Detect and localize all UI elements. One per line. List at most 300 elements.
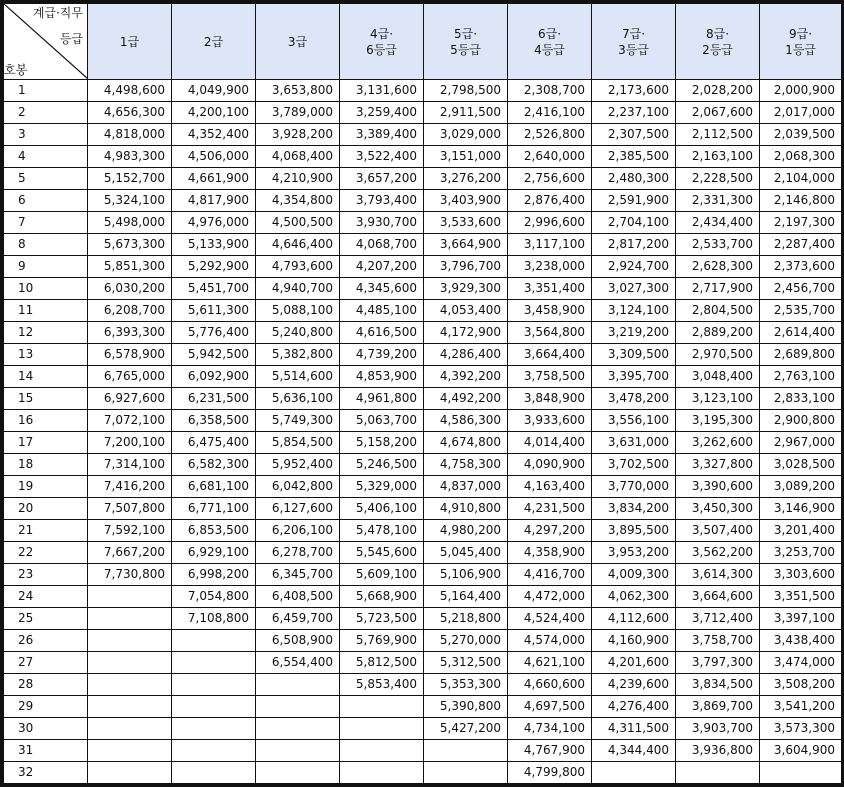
table-row	[4, 454, 842, 476]
salary-cell: 5,478,100	[340, 520, 424, 542]
salary-cell: 2,628,300	[676, 256, 760, 278]
salary-cell: 3,478,200	[592, 388, 676, 410]
step-cell: 3	[4, 124, 88, 146]
table-row	[4, 80, 842, 102]
salary-cell	[172, 762, 256, 784]
step-cell: 22	[4, 542, 88, 564]
table-row	[4, 234, 842, 256]
salary-cell: 5,854,500	[256, 432, 340, 454]
salary-cell: 2,614,400	[760, 322, 842, 344]
salary-cell: 2,173,600	[592, 80, 676, 102]
salary-cell: 3,664,600	[676, 586, 760, 608]
salary-cell: 3,604,900	[760, 740, 842, 762]
salary-cell: 3,131,600	[340, 80, 424, 102]
salary-cell: 6,582,300	[172, 454, 256, 476]
salary-cell: 4,621,100	[508, 652, 592, 674]
corner-label-rank: 등급	[59, 32, 83, 46]
table-row	[4, 630, 842, 652]
salary-cell	[88, 762, 172, 784]
column-header-line2: 6등급	[366, 42, 397, 57]
salary-cell	[256, 718, 340, 740]
column-header-1	[88, 4, 172, 80]
corner-label-grade-job: 계급·직무	[32, 6, 83, 20]
step-cell: 31	[4, 740, 88, 762]
column-header-line1: 3급	[287, 34, 308, 49]
salary-cell: 2,416,100	[508, 102, 592, 124]
salary-cell: 2,817,200	[592, 234, 676, 256]
salary-cell: 2,833,100	[760, 388, 842, 410]
step-cell: 1	[4, 80, 88, 102]
salary-cell	[88, 740, 172, 762]
salary-cell: 4,616,500	[340, 322, 424, 344]
column-header-line1: 7급·	[621, 26, 646, 41]
salary-cell: 4,767,900	[508, 740, 592, 762]
salary-cell: 4,853,900	[340, 366, 424, 388]
salary-cell: 3,508,200	[760, 674, 842, 696]
salary-cell: 4,506,000	[172, 146, 256, 168]
salary-cell: 2,924,700	[592, 256, 676, 278]
corner-header-cell	[4, 4, 88, 80]
salary-cell: 4,799,800	[508, 762, 592, 784]
salary-table	[3, 3, 842, 784]
table-row	[4, 498, 842, 520]
table-row	[4, 542, 842, 564]
salary-cell: 5,218,800	[424, 608, 508, 630]
salary-cell	[256, 740, 340, 762]
salary-cell: 4,354,800	[256, 190, 340, 212]
salary-cell	[88, 630, 172, 652]
column-header-line2: 1등급	[785, 42, 816, 57]
salary-cell	[172, 718, 256, 740]
table-row	[4, 212, 842, 234]
table-row	[4, 674, 842, 696]
step-cell: 5	[4, 168, 88, 190]
salary-cell: 2,456,700	[760, 278, 842, 300]
salary-cell: 5,812,500	[340, 652, 424, 674]
salary-cell: 3,712,400	[676, 608, 760, 630]
salary-cell: 5,312,500	[424, 652, 508, 674]
salary-cell: 6,127,600	[256, 498, 340, 520]
salary-cell: 4,286,400	[424, 344, 508, 366]
salary-cell: 5,246,500	[340, 454, 424, 476]
salary-cell: 4,009,300	[592, 564, 676, 586]
salary-cell: 2,112,500	[676, 124, 760, 146]
salary-cell: 2,970,500	[676, 344, 760, 366]
salary-cell: 3,653,800	[256, 80, 340, 102]
salary-cell: 6,030,200	[88, 278, 172, 300]
salary-cell: 4,646,400	[256, 234, 340, 256]
salary-cell: 5,952,400	[256, 454, 340, 476]
salary-cell: 2,039,500	[760, 124, 842, 146]
salary-cell: 3,929,300	[424, 278, 508, 300]
salary-cell: 4,983,300	[88, 146, 172, 168]
salary-cell: 2,889,200	[676, 322, 760, 344]
salary-cell: 3,390,600	[676, 476, 760, 498]
salary-cell: 3,564,800	[508, 322, 592, 344]
salary-cell: 3,933,600	[508, 410, 592, 432]
table-row	[4, 432, 842, 454]
salary-cell: 5,427,200	[424, 718, 508, 740]
salary-cell: 6,278,700	[256, 542, 340, 564]
salary-cell: 2,017,000	[760, 102, 842, 124]
salary-cell: 2,798,500	[424, 80, 508, 102]
salary-cell: 2,480,300	[592, 168, 676, 190]
step-cell: 7	[4, 212, 88, 234]
salary-cell: 4,697,500	[508, 696, 592, 718]
table-row	[4, 740, 842, 762]
salary-cell: 3,327,800	[676, 454, 760, 476]
table-row	[4, 718, 842, 740]
salary-cell: 5,133,900	[172, 234, 256, 256]
salary-cell: 4,980,200	[424, 520, 508, 542]
step-cell: 11	[4, 300, 88, 322]
step-cell: 19	[4, 476, 88, 498]
salary-cell: 3,219,200	[592, 322, 676, 344]
salary-cell: 6,408,500	[256, 586, 340, 608]
salary-cell: 5,451,700	[172, 278, 256, 300]
salary-cell: 3,124,100	[592, 300, 676, 322]
salary-cell: 3,146,900	[760, 498, 842, 520]
salary-cell: 3,631,000	[592, 432, 676, 454]
salary-cell: 3,903,700	[676, 718, 760, 740]
salary-cell	[172, 740, 256, 762]
salary-cell	[88, 696, 172, 718]
salary-cell: 4,500,500	[256, 212, 340, 234]
salary-cell: 6,358,500	[172, 410, 256, 432]
salary-cell	[172, 674, 256, 696]
salary-cell: 5,158,200	[340, 432, 424, 454]
salary-cell: 3,089,200	[760, 476, 842, 498]
salary-cell: 3,403,900	[424, 190, 508, 212]
salary-cell: 3,869,700	[676, 696, 760, 718]
salary-cell: 5,353,300	[424, 674, 508, 696]
table-row	[4, 256, 842, 278]
table-row	[4, 146, 842, 168]
salary-cell	[172, 630, 256, 652]
salary-cell: 2,756,600	[508, 168, 592, 190]
table-row	[4, 300, 842, 322]
salary-cell: 5,749,300	[256, 410, 340, 432]
salary-cell: 7,108,800	[172, 608, 256, 630]
salary-cell: 4,734,100	[508, 718, 592, 740]
salary-cell: 4,049,900	[172, 80, 256, 102]
salary-cell: 3,953,200	[592, 542, 676, 564]
salary-cell: 2,307,500	[592, 124, 676, 146]
column-header-line1: 5급·	[453, 26, 478, 41]
step-cell: 32	[4, 762, 88, 784]
salary-cell: 3,848,900	[508, 388, 592, 410]
salary-cell: 2,068,300	[760, 146, 842, 168]
salary-cell: 4,276,400	[592, 696, 676, 718]
salary-cell: 4,352,400	[172, 124, 256, 146]
salary-cell: 4,498,600	[88, 80, 172, 102]
table-row	[4, 586, 842, 608]
salary-cell: 7,507,800	[88, 498, 172, 520]
column-header-5	[424, 4, 508, 80]
salary-cell: 4,392,200	[424, 366, 508, 388]
salary-cell: 3,834,500	[676, 674, 760, 696]
salary-cell: 5,406,100	[340, 498, 424, 520]
salary-cell	[88, 652, 172, 674]
salary-cell: 6,929,100	[172, 542, 256, 564]
salary-cell: 3,027,300	[592, 278, 676, 300]
salary-cell: 3,458,900	[508, 300, 592, 322]
column-header-4	[340, 4, 424, 80]
salary-cell: 3,474,000	[760, 652, 842, 674]
table-row	[4, 520, 842, 542]
salary-cell: 4,068,700	[340, 234, 424, 256]
salary-cell: 4,661,900	[172, 168, 256, 190]
salary-cell: 2,535,700	[760, 300, 842, 322]
salary-cell: 3,397,100	[760, 608, 842, 630]
salary-cell: 6,998,200	[172, 564, 256, 586]
salary-cell: 3,936,800	[676, 740, 760, 762]
salary-cell: 3,389,400	[340, 124, 424, 146]
salary-cell: 6,508,900	[256, 630, 340, 652]
salary-cell: 4,311,500	[592, 718, 676, 740]
step-cell: 30	[4, 718, 88, 740]
salary-cell: 6,208,700	[88, 300, 172, 322]
salary-cell: 5,514,600	[256, 366, 340, 388]
table-row	[4, 278, 842, 300]
salary-cell: 7,314,100	[88, 454, 172, 476]
step-cell: 2	[4, 102, 88, 124]
salary-cell: 2,526,800	[508, 124, 592, 146]
column-header-line1: 4급·	[369, 26, 394, 41]
salary-cell	[340, 740, 424, 762]
column-header-line1: 1급	[119, 34, 140, 49]
salary-cell: 6,231,500	[172, 388, 256, 410]
salary-cell	[88, 718, 172, 740]
salary-cell: 6,393,300	[88, 322, 172, 344]
salary-cell: 5,382,800	[256, 344, 340, 366]
salary-cell: 4,656,300	[88, 102, 172, 124]
table-body	[4, 80, 842, 784]
salary-cell	[424, 762, 508, 784]
salary-cell: 2,763,100	[760, 366, 842, 388]
step-cell: 21	[4, 520, 88, 542]
salary-cell: 4,817,900	[172, 190, 256, 212]
salary-cell: 3,562,200	[676, 542, 760, 564]
column-header-8	[676, 4, 760, 80]
step-cell: 18	[4, 454, 88, 476]
column-header-3	[256, 4, 340, 80]
salary-cell: 4,837,000	[424, 476, 508, 498]
column-header-line1: 6급·	[537, 26, 562, 41]
salary-cell: 7,592,100	[88, 520, 172, 542]
salary-cell: 2,104,000	[760, 168, 842, 190]
salary-cell: 5,609,100	[340, 564, 424, 586]
salary-cell: 3,450,300	[676, 498, 760, 520]
step-cell: 27	[4, 652, 88, 674]
table-row	[4, 124, 842, 146]
salary-cell: 6,092,900	[172, 366, 256, 388]
salary-cell: 3,758,500	[508, 366, 592, 388]
salary-cell: 3,048,400	[676, 366, 760, 388]
salary-cell: 2,640,000	[508, 146, 592, 168]
salary-cell: 4,112,600	[592, 608, 676, 630]
salary-cell: 6,578,900	[88, 344, 172, 366]
salary-cell: 5,636,100	[256, 388, 340, 410]
salary-cell: 7,054,800	[172, 586, 256, 608]
salary-cell: 2,146,800	[760, 190, 842, 212]
salary-cell: 5,673,300	[88, 234, 172, 256]
column-header-line1: 2급	[203, 34, 224, 49]
column-header-line2: 3등급	[618, 42, 649, 57]
salary-cell: 3,770,000	[592, 476, 676, 498]
salary-cell	[172, 652, 256, 674]
salary-cell: 4,358,900	[508, 542, 592, 564]
column-header-7	[592, 4, 676, 80]
salary-cell: 3,395,700	[592, 366, 676, 388]
step-cell: 20	[4, 498, 88, 520]
salary-cell: 3,276,200	[424, 168, 508, 190]
step-cell: 25	[4, 608, 88, 630]
salary-cell: 4,053,400	[424, 300, 508, 322]
step-cell: 4	[4, 146, 88, 168]
salary-cell: 4,062,300	[592, 586, 676, 608]
salary-cell: 4,472,000	[508, 586, 592, 608]
salary-cell: 4,758,300	[424, 454, 508, 476]
salary-cell: 5,611,300	[172, 300, 256, 322]
salary-cell	[88, 608, 172, 630]
salary-cell: 4,674,800	[424, 432, 508, 454]
salary-cell: 5,390,800	[424, 696, 508, 718]
salary-cell: 4,200,100	[172, 102, 256, 124]
salary-cell: 4,793,600	[256, 256, 340, 278]
salary-cell: 5,853,400	[340, 674, 424, 696]
table-row	[4, 168, 842, 190]
salary-cell: 2,197,300	[760, 212, 842, 234]
salary-cell: 3,930,700	[340, 212, 424, 234]
step-cell: 17	[4, 432, 88, 454]
salary-cell	[256, 674, 340, 696]
table-row	[4, 652, 842, 674]
salary-cell: 2,900,800	[760, 410, 842, 432]
table-row	[4, 344, 842, 366]
salary-cell: 6,853,500	[172, 520, 256, 542]
salary-cell: 5,942,500	[172, 344, 256, 366]
salary-cell: 5,329,000	[340, 476, 424, 498]
salary-cell: 3,351,500	[760, 586, 842, 608]
column-header-line1: 8급·	[705, 26, 730, 41]
salary-cell: 3,895,500	[592, 520, 676, 542]
salary-cell: 6,459,700	[256, 608, 340, 630]
salary-cell: 5,106,900	[424, 564, 508, 586]
step-cell: 8	[4, 234, 88, 256]
salary-cell	[592, 762, 676, 784]
salary-cell: 7,416,200	[88, 476, 172, 498]
salary-cell: 4,586,300	[424, 410, 508, 432]
salary-cell: 4,416,700	[508, 564, 592, 586]
salary-cell: 6,042,800	[256, 476, 340, 498]
salary-cell: 5,240,800	[256, 322, 340, 344]
column-header-9	[760, 4, 842, 80]
salary-cell: 5,851,300	[88, 256, 172, 278]
salary-cell: 3,507,400	[676, 520, 760, 542]
salary-cell: 4,940,700	[256, 278, 340, 300]
salary-cell: 2,911,500	[424, 102, 508, 124]
salary-cell: 4,160,900	[592, 630, 676, 652]
salary-cell: 4,961,800	[340, 388, 424, 410]
table-row	[4, 564, 842, 586]
salary-cell: 2,591,900	[592, 190, 676, 212]
salary-cell	[172, 696, 256, 718]
table-row	[4, 762, 842, 784]
salary-cell: 5,063,700	[340, 410, 424, 432]
salary-cell: 3,758,700	[676, 630, 760, 652]
salary-cell: 7,730,800	[88, 564, 172, 586]
salary-cell: 4,976,000	[172, 212, 256, 234]
salary-cell	[676, 762, 760, 784]
step-cell: 6	[4, 190, 88, 212]
salary-cell: 5,723,500	[340, 608, 424, 630]
table-row	[4, 388, 842, 410]
salary-cell: 3,556,100	[592, 410, 676, 432]
salary-cell: 7,072,100	[88, 410, 172, 432]
salary-cell: 4,485,100	[340, 300, 424, 322]
salary-cell: 3,303,600	[760, 564, 842, 586]
salary-cell: 6,345,700	[256, 564, 340, 586]
salary-cell: 3,029,000	[424, 124, 508, 146]
salary-cell: 6,771,100	[172, 498, 256, 520]
salary-cell: 2,996,600	[508, 212, 592, 234]
salary-cell: 2,067,600	[676, 102, 760, 124]
salary-cell: 2,308,700	[508, 80, 592, 102]
salary-cell: 5,776,400	[172, 322, 256, 344]
salary-cell: 3,151,000	[424, 146, 508, 168]
step-cell: 26	[4, 630, 88, 652]
salary-cell: 7,200,100	[88, 432, 172, 454]
step-cell: 10	[4, 278, 88, 300]
salary-cell: 6,206,100	[256, 520, 340, 542]
salary-cell	[424, 740, 508, 762]
table-row	[4, 190, 842, 212]
step-cell: 23	[4, 564, 88, 586]
salary-cell: 2,434,400	[676, 212, 760, 234]
salary-cell: 3,793,400	[340, 190, 424, 212]
salary-cell: 6,475,400	[172, 432, 256, 454]
salary-cell: 3,796,700	[424, 256, 508, 278]
salary-cell: 6,681,100	[172, 476, 256, 498]
column-header-line2: 4등급	[534, 42, 565, 57]
step-cell: 15	[4, 388, 88, 410]
salary-cell: 3,351,400	[508, 278, 592, 300]
column-header-line1: 9급·	[788, 26, 813, 41]
salary-cell	[340, 718, 424, 740]
step-cell: 13	[4, 344, 88, 366]
salary-cell: 2,876,400	[508, 190, 592, 212]
salary-cell: 4,574,000	[508, 630, 592, 652]
table-row	[4, 102, 842, 124]
salary-cell: 2,373,600	[760, 256, 842, 278]
salary-cell: 2,689,800	[760, 344, 842, 366]
salary-cell: 3,438,400	[760, 630, 842, 652]
salary-cell: 3,195,300	[676, 410, 760, 432]
salary-cell: 5,545,600	[340, 542, 424, 564]
salary-cell: 3,789,000	[256, 102, 340, 124]
salary-cell: 2,163,100	[676, 146, 760, 168]
salary-cell: 4,172,900	[424, 322, 508, 344]
salary-cell: 2,287,400	[760, 234, 842, 256]
step-cell: 14	[4, 366, 88, 388]
salary-cell: 3,238,000	[508, 256, 592, 278]
salary-cell: 2,533,700	[676, 234, 760, 256]
salary-cell: 3,123,100	[676, 388, 760, 410]
salary-cell: 4,818,000	[88, 124, 172, 146]
salary-cell: 5,324,100	[88, 190, 172, 212]
salary-cell: 4,297,200	[508, 520, 592, 542]
